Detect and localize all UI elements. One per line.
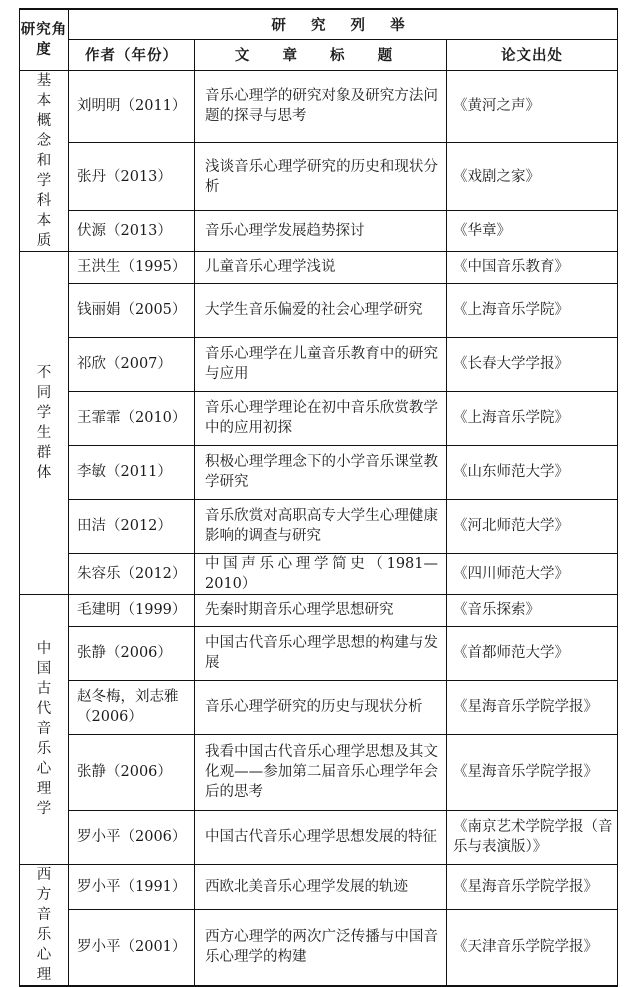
title-cell: 音乐心理学研究的历史与现状分析 [195,680,447,734]
table-row [20,810,618,864]
title-cell: 音乐心理学理论在初中音乐欣赏教学中的应用初探 [195,391,447,445]
author-cell: 罗小平（2001） [69,909,195,985]
title-cell: 中国古代音乐心理学思想发展的特征 [195,810,447,864]
table-row [20,909,618,985]
source-cell: 《南京艺术学院学报（音乐与表演版）》 [447,810,618,864]
author-cell: 罗小平（2006） [69,810,195,864]
source-cell: 《天津音乐学院学报》 [447,909,618,985]
author-cell: 朱容乐（2012） [69,553,195,594]
source-cell: 《华章》 [447,211,618,251]
header-author: 作者（年份） [69,39,195,70]
source-cell: 《上海音乐学院》 [447,391,618,445]
title-cell: 大学生音乐偏爱的社会心理学研究 [195,283,447,337]
title-cell: 音乐心理学发展趋势探讨 [195,211,447,251]
header-row-2 [20,39,618,70]
source-cell: 《河北师范大学》 [447,499,618,553]
author-cell: 钱丽娟（2005） [69,283,195,337]
title-cell: 先秦时期音乐心理学思想研究 [195,594,447,626]
source-cell: 《星海音乐学院学报》 [447,680,618,734]
title-cell: 积极心理学理念下的小学音乐课堂教学研究 [195,445,447,499]
table-row [20,553,618,594]
author-cell: 李敏（2011） [69,445,195,499]
table-row [20,391,618,445]
source-cell: 《山东师范大学》 [447,445,618,499]
author-cell: 罗小平（1991） [69,864,195,909]
table-row [20,211,618,251]
title-cell: 我看中国古代音乐心理学思想及其文化观——参加第二届音乐心理学年会后的思考 [195,734,447,810]
source-cell: 《中国音乐教育》 [447,251,618,283]
table-row [20,734,618,810]
table-row [20,864,618,909]
category-cell: 不同学生群体 [20,251,69,594]
author-cell: 毛建明（1999） [69,594,195,626]
table-row [20,594,618,626]
table-row [20,143,618,211]
category-cell: 基本概念和学科本质 [20,70,69,251]
title-cell: 浅谈音乐心理学研究的历史和现状分析 [195,143,447,211]
table-row [20,251,618,283]
title-cell: 音乐欣赏对高职高专大学生心理健康影响的调查与研究 [195,499,447,553]
category-cell: 中国古代音乐心理学 [20,594,69,864]
source-cell: 《音乐探索》 [447,594,618,626]
title-cell: 中国古代音乐心理学思想的构建与发展 [195,626,447,680]
source-cell: 《星海音乐学院学报》 [447,864,618,909]
author-cell: 王霏霏（2010） [69,391,195,445]
research-table [19,8,618,987]
table-row [20,445,618,499]
title-cell: 西方心理学的两次广泛传播与中国音乐心理学的构建 [195,909,447,985]
category-cell: 西方音乐心理 [20,864,69,986]
author-cell: 刘明明（2011） [69,70,195,143]
author-cell: 赵冬梅，刘志雅（2006） [69,680,195,734]
table-row [20,283,618,337]
author-cell: 田洁（2012） [69,499,195,553]
title-cell: 音乐心理学的研究对象及研究方法问题的探寻与思考 [195,70,447,143]
header-group: 研 究 列 举 [69,9,618,39]
author-cell: 张静（2006） [69,734,195,810]
author-cell: 伏源（2013） [69,211,195,251]
table-row [20,337,618,391]
source-cell: 《黄河之声》 [447,70,618,143]
table-row [20,680,618,734]
source-cell: 《长春大学学报》 [447,337,618,391]
author-cell: 王洪生（1995） [69,251,195,283]
header-title: 文 章 标 题 [195,39,447,70]
header-source: 论文出处 [447,39,618,70]
table-row [20,499,618,553]
title-cell: 西欧北美音乐心理学发展的轨迹 [195,864,447,909]
table-row [20,626,618,680]
header-row-1 [20,9,618,39]
title-cell: 儿童音乐心理学浅说 [195,251,447,283]
header-category: 研究角度 [20,9,69,70]
author-cell: 张静（2006） [69,626,195,680]
author-cell: 张丹（2013） [69,143,195,211]
title-cell: 中国声乐心理学简史（1981—2010） [195,553,447,594]
source-cell: 《星海音乐学院学报》 [447,734,618,810]
table-row [20,70,618,143]
title-cell: 音乐心理学在儿童音乐教育中的研究与应用 [195,337,447,391]
source-cell: 《首都师范大学》 [447,626,618,680]
author-cell: 祁欣（2007） [69,337,195,391]
source-cell: 《戏剧之家》 [447,143,618,211]
source-cell: 《四川师范大学》 [447,553,618,594]
table-body [20,70,618,986]
source-cell: 《上海音乐学院》 [447,283,618,337]
research-table-wrapper [19,8,617,987]
